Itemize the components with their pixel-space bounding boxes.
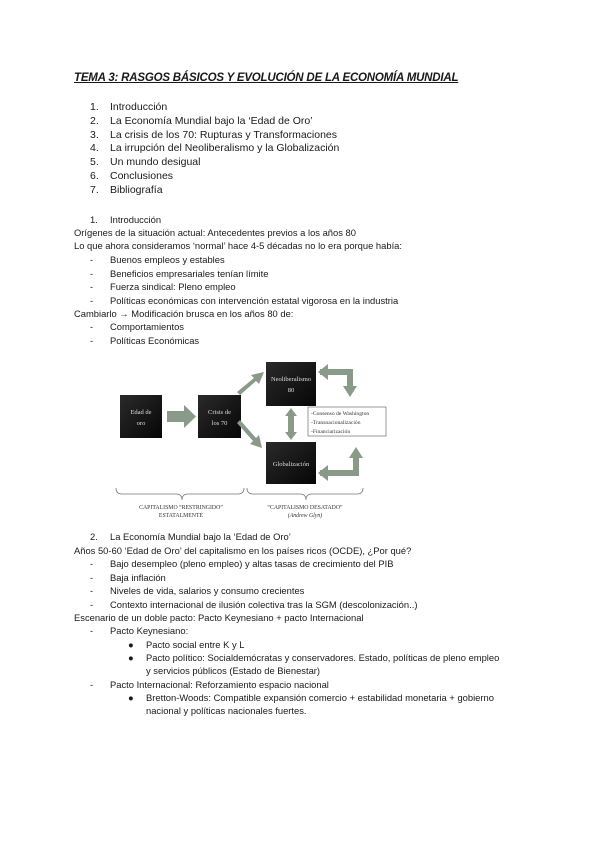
box-neoliberalismo bbox=[266, 362, 316, 406]
toc-number: 4. bbox=[90, 142, 99, 155]
left-brace bbox=[116, 488, 244, 500]
bullet-text-continued: nacional y políticas nacionales fuertes. bbox=[146, 705, 307, 716]
loop-arrowhead-icon bbox=[343, 386, 357, 397]
bullet-text-continued: y servicios públicos (Estado de Bienestar) bbox=[146, 665, 321, 676]
toc-label: Un mundo desigual bbox=[110, 156, 201, 169]
box-crisis-70 bbox=[198, 395, 241, 438]
box-glob-label: Globalización bbox=[272, 461, 310, 468]
double-arrow-icon bbox=[285, 408, 297, 440]
bullet-dash: - bbox=[90, 254, 94, 265]
toc-label: Bibliografía bbox=[110, 183, 163, 196]
page-title: TEMA 3: RASGOS BÁSICOS Y EVOLUCIÓN DE LA ECONOMÍA MUNDIAL bbox=[74, 72, 459, 84]
loop-arrowhead-icon bbox=[318, 465, 328, 481]
bullet-text: Comportamientos bbox=[110, 321, 184, 332]
loop-arrowhead-icon bbox=[349, 447, 363, 458]
bullet-text: Pacto Internacional: Reforzamiento espacio nacional bbox=[110, 679, 329, 690]
box-crisis-line2: los 70 bbox=[211, 420, 228, 427]
bullet-dot: ● bbox=[128, 639, 134, 650]
bullet-dash: - bbox=[90, 625, 94, 636]
bullet-text: Políticas económicas con intervención estatal vigorosa en la industria bbox=[110, 295, 399, 306]
note-line: -Consenso de Washington bbox=[311, 411, 370, 417]
bullet-text: Políticas Económicas bbox=[110, 335, 200, 346]
bullet-text: Beneficios empresariales tenían límite bbox=[110, 268, 269, 279]
section-number: 1. bbox=[90, 214, 98, 225]
label-capitalismo-restringido: CAPITALISMO “RESTRINGIDO” bbox=[139, 505, 223, 511]
toc-number: 7. bbox=[90, 183, 99, 196]
bullet-text: Niveles de vida, salarios y consumo crecientes bbox=[110, 585, 305, 596]
bullet-text: Contexto internacional de ilusión colectiva tras la SGM (descolonización..) bbox=[110, 599, 418, 610]
body-text: Años 50-60 ‘Edad de Oro’ del capitalismo en los países ricos (OCDE), ¿Por qué? bbox=[74, 545, 412, 556]
note-line: -Financiarización bbox=[311, 429, 351, 435]
bullet-dash: - bbox=[90, 268, 94, 279]
toc-number: 1. bbox=[90, 101, 99, 113]
bullet-text: Pacto político: Socialdemócratas y conservadores. Estado, políticas de pleno empleo bbox=[146, 652, 500, 663]
toc-number: 2. bbox=[90, 114, 99, 127]
label-estatalmente: ESTATALMENTE bbox=[158, 513, 204, 519]
arrow-right-icon bbox=[167, 405, 196, 428]
bullet-dash: - bbox=[90, 321, 94, 332]
toc-number: 6. bbox=[90, 169, 99, 182]
bullet-dash: - bbox=[90, 558, 94, 569]
section-heading: Introducción bbox=[110, 214, 162, 225]
toc-label: Introducción bbox=[110, 101, 168, 113]
bullet-text: Pacto Keynesiano: bbox=[110, 625, 189, 636]
label-capitalismo-desatado: “CAPITALISMO DESATADO” bbox=[267, 505, 343, 511]
toc-label: La Economía Mundial bajo la ‘Edad de Oro’ bbox=[110, 114, 313, 127]
label-andrew-glyn: (Andrew Glyn) bbox=[287, 513, 323, 519]
box-edad-line1: Edad de bbox=[130, 409, 152, 416]
body-text: Cambiarlo → Modificación brusca en los años 80 de: bbox=[74, 308, 294, 319]
bullet-dash: - bbox=[90, 335, 94, 346]
section-number: 2. bbox=[90, 531, 98, 542]
box-edad-de-oro bbox=[120, 395, 162, 438]
bullet-dash: - bbox=[90, 572, 94, 583]
bullet-text: Buenos empleos y estables bbox=[110, 254, 225, 265]
bullet-dot: ● bbox=[128, 652, 134, 663]
bullet-dash: - bbox=[90, 281, 94, 292]
toc-label: La crisis de los 70: Rupturas y Transformaciones bbox=[110, 128, 338, 141]
right-brace bbox=[247, 488, 363, 500]
bullet-text: Pacto social entre K y L bbox=[146, 639, 245, 650]
toc-label: Conclusiones bbox=[110, 169, 174, 182]
box-neo-line2: 80 bbox=[287, 387, 295, 394]
note-line: -Transnacionalización bbox=[311, 420, 361, 426]
bullet-text: Baja inflación bbox=[110, 572, 166, 583]
box-neo-line1: Neoliberalismo bbox=[270, 376, 312, 383]
bullet-text: Fuerza sindical: Pleno empleo bbox=[110, 281, 236, 292]
toc-number: 5. bbox=[90, 156, 99, 169]
body-text: Lo que ahora consideramos ‘normal’ hace 4-5 décadas no lo era porque había: bbox=[74, 240, 402, 251]
loop-arrowhead-icon bbox=[318, 364, 328, 380]
bullet-dash: - bbox=[90, 599, 94, 610]
bullet-dash: - bbox=[90, 679, 94, 690]
bullet-dot: ● bbox=[128, 692, 134, 703]
body-text: Escenario de un doble pacto: Pacto Keynesiano + pacto Internacional bbox=[74, 612, 364, 623]
toc-label: La irrupción del Neoliberalismo y la Globalización bbox=[110, 142, 340, 155]
bullet-text: Bajo desempleo (pleno empleo) y altas tasas de crecimiento del PIB bbox=[110, 558, 394, 569]
arrow-up-right-icon bbox=[237, 372, 264, 395]
bullet-dash: - bbox=[90, 585, 94, 596]
box-edad-line2: oro bbox=[136, 420, 146, 427]
bullet-dash: - bbox=[90, 295, 94, 306]
toc-number: 3. bbox=[90, 128, 99, 141]
section-heading: La Economía Mundial bajo la ‘Edad de Oro’ bbox=[110, 531, 291, 542]
bullet-text: Bretton-Woods: Compatible expansión comercio + estabilidad monetaria + gobierno bbox=[146, 692, 494, 703]
body-text: Orígenes de la situación actual: Antecedentes previos a los años 80 bbox=[74, 227, 356, 238]
box-crisis-line1: Crisis de bbox=[208, 409, 231, 416]
